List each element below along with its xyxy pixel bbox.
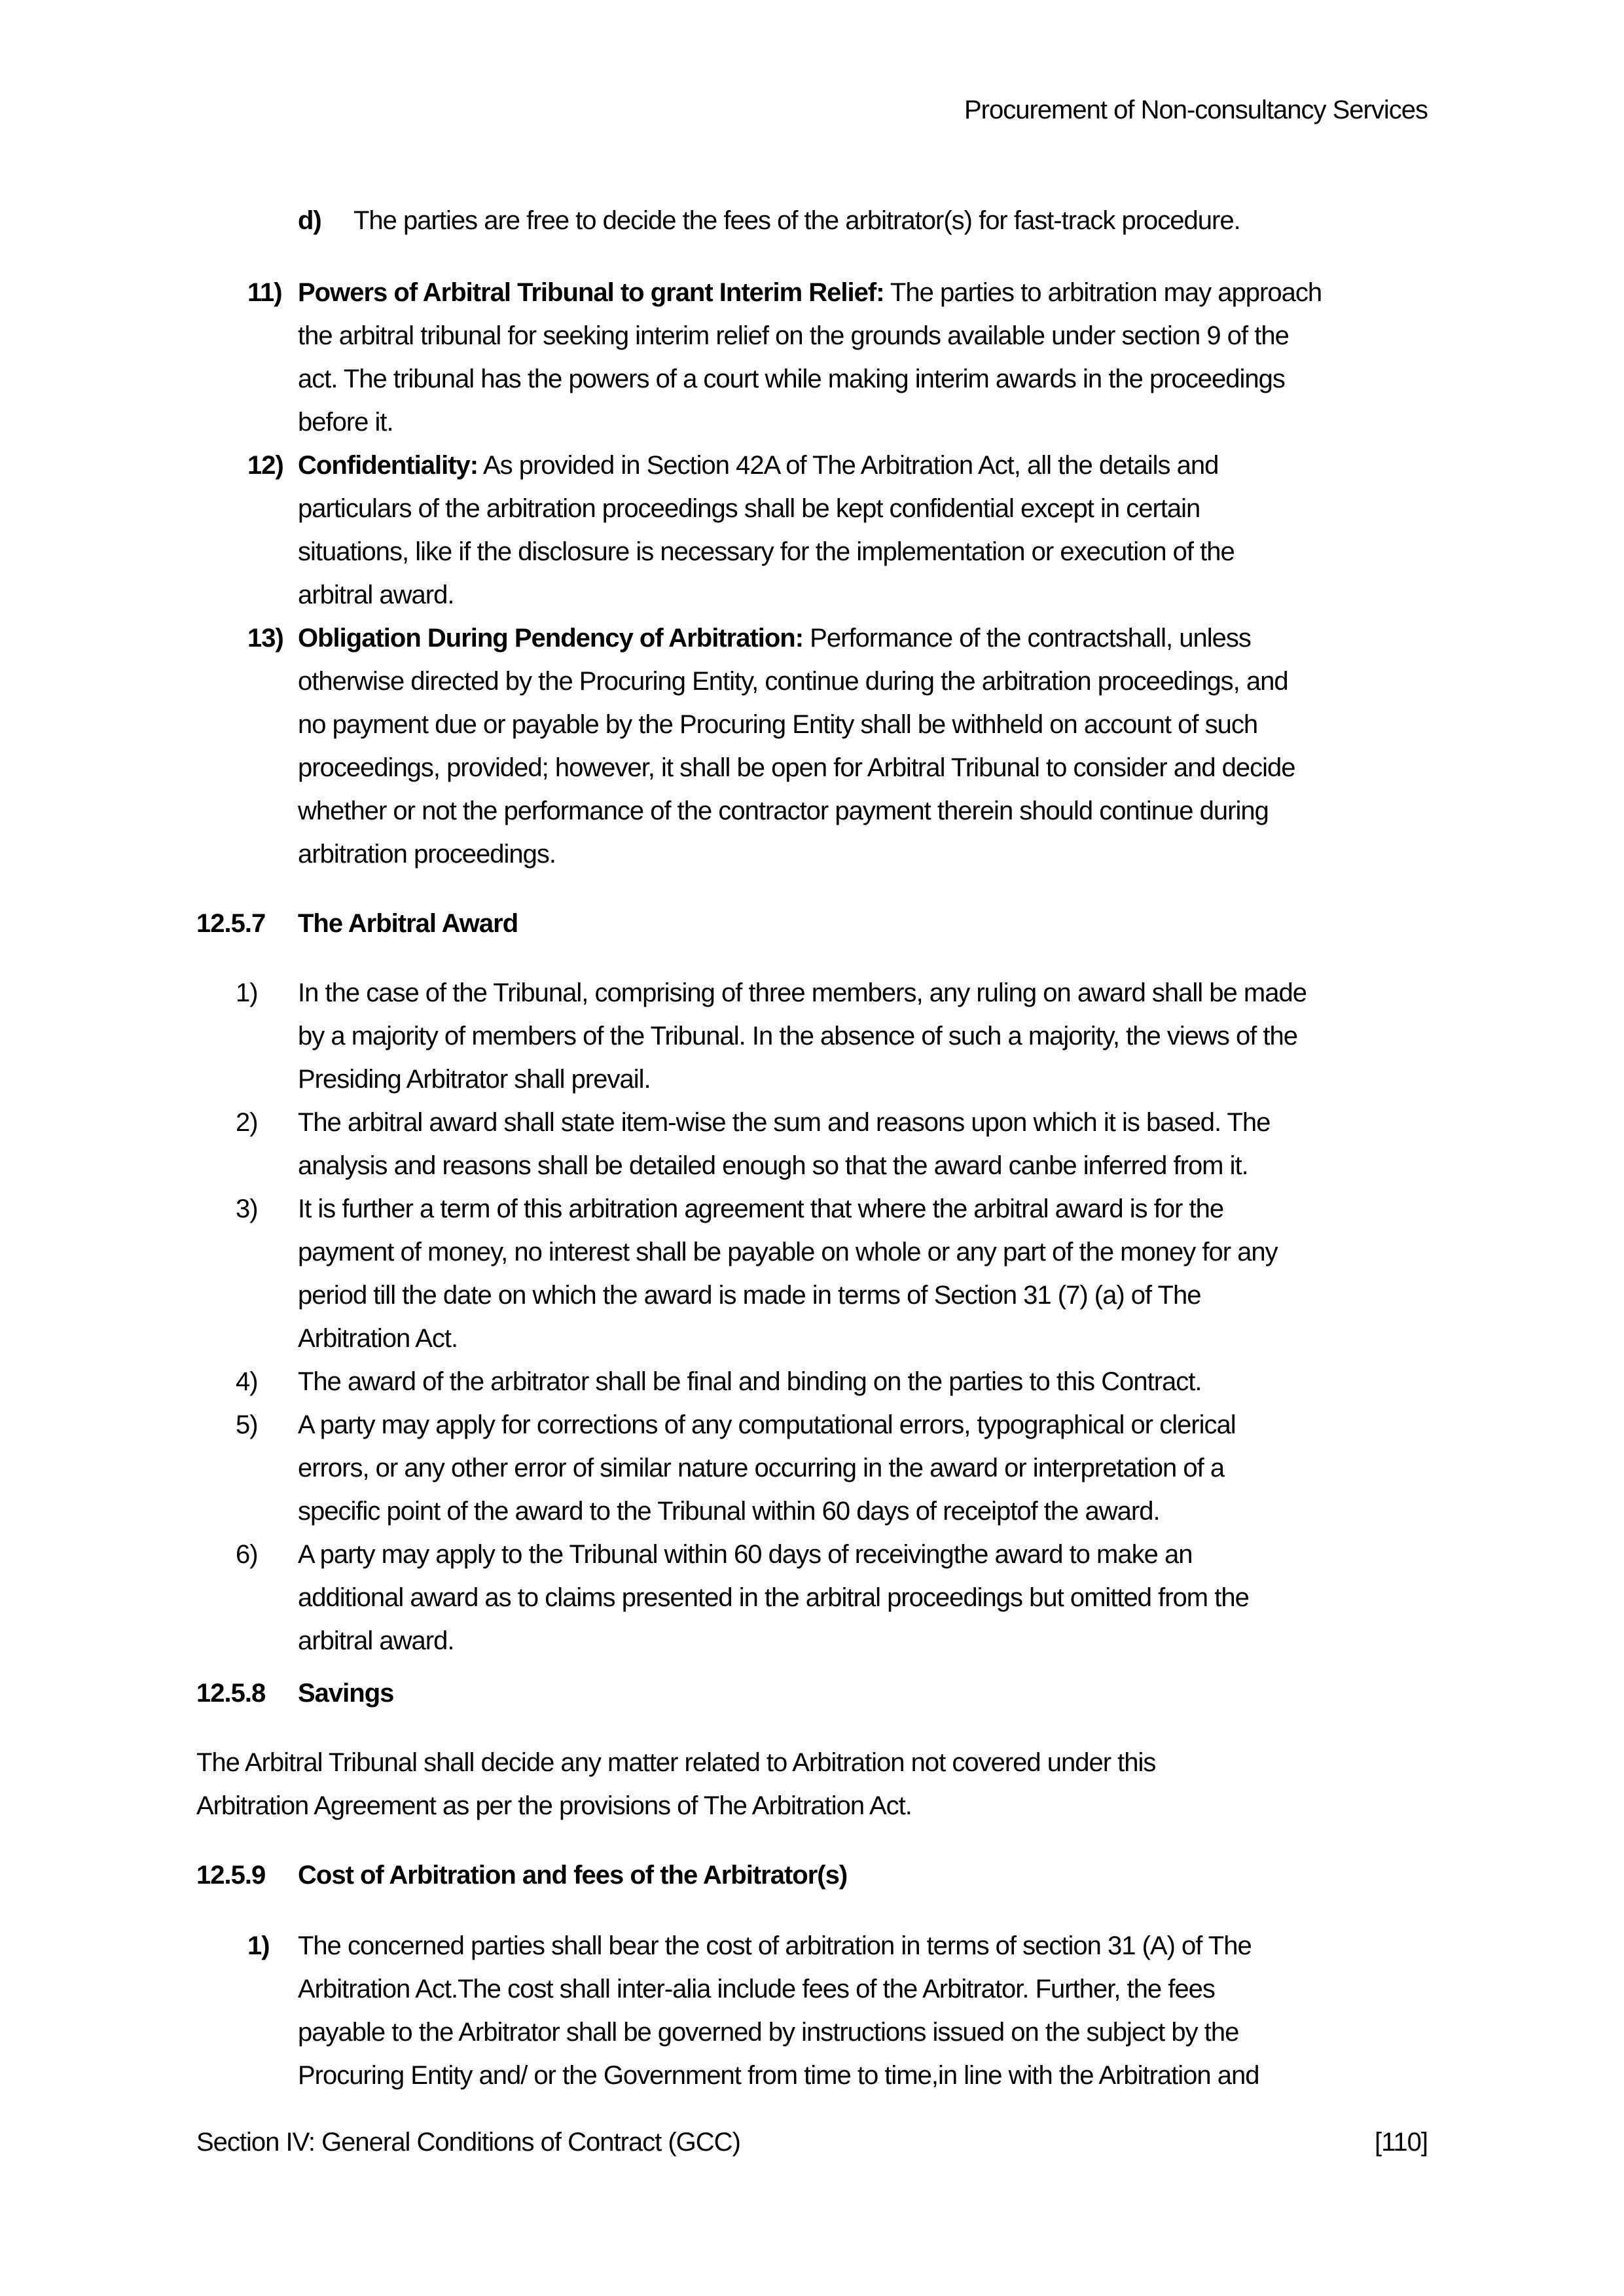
section-heading-12-5-9 — [196, 1854, 1428, 1897]
running-header: Procurement of Non-consultancy Services — [964, 96, 1428, 124]
text-line: Presiding Arbitrator shall prevail. — [298, 1065, 651, 1094]
text-line: A party may apply for corrections of any computational errors, typographical or clerical — [298, 1410, 1236, 1439]
footer-section-label: Section IV: General Conditions of Contract (GCC) — [196, 2128, 740, 2157]
list-marker-12: 12) — [247, 451, 283, 480]
list-marker-5: 5) — [236, 1410, 258, 1439]
section-heading-12-5-8 — [196, 1672, 1428, 1715]
list-item-13 — [196, 617, 1428, 876]
text-line: errors, or any other error of similar nature occurring in the award or interpretation of a — [298, 1454, 1225, 1482]
sub-item-d — [196, 199, 1428, 242]
text-line — [298, 444, 1428, 487]
text-line: Arbitration Act. — [298, 1324, 458, 1353]
text-line: The award of the arbitrator shall be final and binding on the parties to this Contract. — [298, 1367, 1202, 1396]
list-marker-1: 1) — [236, 978, 258, 1007]
text-line — [298, 617, 1428, 660]
list-marker-6: 6) — [236, 1540, 258, 1569]
text-line: payable to the Arbitrator shall be governed by instructions issued on the subject by the — [298, 2018, 1239, 2047]
item-label: Powers of Arbitral Tribunal to grant Interim Relief: — [298, 278, 884, 307]
text-line: particulars of the arbitration proceedings shall be kept confidential except in certain — [298, 494, 1200, 523]
section-title: Cost of Arbitration and fees of the Arbitrator(s) — [298, 1861, 848, 1890]
item-text: The parties to arbitration may approach — [884, 278, 1322, 307]
text-line: whether or not the performance of the contractor payment therein should continue during — [298, 797, 1269, 825]
text-line: no payment due or payable by the Procuring Entity shall be withheld on account of such — [298, 710, 1258, 739]
cost-item-1 — [196, 1924, 1428, 2097]
text-line: The concerned parties shall bear the cost of arbitration in terms of section 31 (A) of The — [298, 1931, 1252, 1960]
text-line: Procuring Entity and/ or the Government from time to time,in line with the Arbitration and — [298, 2061, 1259, 2090]
item-label: Obligation During Pendency of Arbitration: — [298, 624, 804, 653]
text-line: proceedings, provided; however, it shall be open for Arbitral Tribunal to consider and decide — [298, 753, 1295, 782]
list-marker-2: 2) — [236, 1108, 258, 1137]
section-number: 12.5.7 — [196, 909, 266, 938]
award-item-5 — [196, 1403, 1428, 1533]
text-line: arbitration proceedings. — [298, 840, 556, 869]
text-line: The parties are free to decide the fees of the arbitrator(s) for fast-track procedure. — [353, 206, 1240, 235]
award-item-2 — [196, 1101, 1428, 1187]
award-item-1 — [196, 971, 1428, 1101]
text-line: the arbitral tribunal for seeking interim relief on the grounds available under section 9 of the — [298, 321, 1289, 350]
text-line: period till the date on which the award is made in terms of Section 31 (7) (a) of The — [298, 1281, 1201, 1310]
list-marker-13: 13) — [247, 624, 283, 653]
list-item-12 — [196, 444, 1428, 617]
text-line: by a majority of members of the Tribunal. In the absence of such a majority, the views of the — [298, 1022, 1298, 1050]
text-line: A party may apply to the Tribunal within 60 days of receivingthe award to make an — [298, 1540, 1193, 1569]
list-item-11 — [196, 271, 1428, 444]
list-marker-d: d) — [298, 206, 321, 235]
text-line: specific point of the award to the Tribunal within 60 days of receiptof the award. — [298, 1497, 1160, 1526]
text-line: In the case of the Tribunal, comprising of three members, any ruling on award shall be made — [298, 978, 1307, 1007]
text-line: arbitral award. — [298, 1626, 454, 1655]
text-line: It is further a term of this arbitration agreement that where the arbitral award is for the — [298, 1194, 1224, 1223]
text-line: payment of money, no interest shall be payable on whole or any part of the money for any — [298, 1238, 1278, 1266]
text-line: Arbitration Agreement as per the provisions of The Arbitration Act. — [196, 1791, 912, 1820]
section-heading-12-5-7 — [196, 902, 1428, 945]
numbered-list-11-13 — [196, 271, 1428, 876]
text-line: arbitral award. — [298, 581, 454, 609]
text-line: The arbitral award shall state item-wise the sum and reasons upon which it is based. The — [298, 1108, 1271, 1137]
award-item-6 — [196, 1533, 1428, 1662]
text-line: analysis and reasons shall be detailed enough so that the award canbe inferred from it. — [298, 1151, 1248, 1180]
cost-list — [196, 1924, 1428, 2097]
page-footer — [196, 2121, 1428, 2164]
item-text: As provided in Section 42A of The Arbitration Act, all the details and — [478, 451, 1219, 480]
section-number: 12.5.8 — [196, 1679, 266, 1708]
text-line: situations, like if the disclosure is necessary for the implementation or execution of the — [298, 537, 1235, 566]
section-number: 12.5.9 — [196, 1861, 266, 1890]
text-line: otherwise directed by the Procuring Entity, continue during the arbitration proceedings, and — [298, 667, 1288, 696]
item-text: Performance of the contractshall, unless — [803, 624, 1251, 653]
text-line: Arbitration Act.The cost shall inter-alia include fees of the Arbitrator. Further, the fees — [298, 1975, 1215, 2003]
page-content — [0, 88, 1624, 2097]
text-line: act. The tribunal has the powers of a court while making interim awards in the proceedings — [298, 365, 1285, 393]
list-marker-4: 4) — [236, 1367, 258, 1396]
award-list — [196, 971, 1428, 1662]
footer-page-number: [110] — [1375, 2128, 1428, 2157]
savings-paragraph — [196, 1741, 1428, 1827]
item-label: Confidentiality: — [298, 451, 478, 480]
list-marker-1: 1) — [247, 1931, 270, 1960]
list-marker-3: 3) — [236, 1194, 258, 1223]
text-line: additional award as to claims presented in the arbitral proceedings but omitted from the — [298, 1583, 1249, 1612]
text-line — [298, 271, 1428, 314]
award-item-4 — [196, 1360, 1428, 1403]
text-line: The Arbitral Tribunal shall decide any matter related to Arbitration not covered under this — [196, 1748, 1156, 1777]
section-title: The Arbitral Award — [298, 909, 518, 938]
section-title: Savings — [298, 1679, 394, 1708]
award-item-3 — [196, 1187, 1428, 1360]
text-line: before it. — [298, 408, 393, 437]
list-marker-11: 11) — [247, 278, 282, 307]
